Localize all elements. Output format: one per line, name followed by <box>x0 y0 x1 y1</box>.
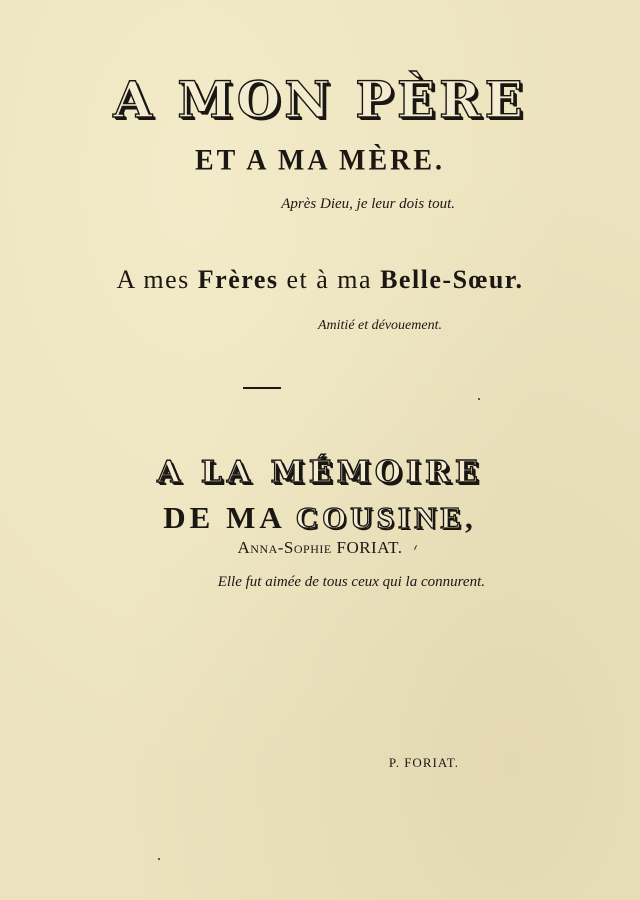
cousin-epigraph: Elle fut aimée de tous ceux qui la connurent. <box>217 574 485 590</box>
siblings-dedication <box>0 265 640 295</box>
memoriam-ma: MA <box>226 500 284 535</box>
siblings-epigraph: Amitié et dévouement. <box>317 318 442 333</box>
siblings-prefix: A mes <box>116 265 190 294</box>
memoriam-cousin-line <box>0 500 640 536</box>
dedication-subtitle: ET A MA MÈRE. <box>194 144 446 177</box>
cousin-name <box>0 538 640 558</box>
section-divider <box>243 387 281 389</box>
cousin-given-name: Anna-Sophie <box>237 538 332 557</box>
siblings-freres: Frères <box>197 265 279 294</box>
paper-speck <box>158 858 160 860</box>
paper-speck <box>478 398 480 400</box>
dedication-title: A MON PÈRE <box>113 70 527 129</box>
memoriam-de: DE <box>163 500 215 535</box>
parents-epigraph: Après Dieu, je leur dois tout. <box>281 196 455 212</box>
memoriam-heading: A LA MÉMOIRE <box>157 455 483 490</box>
memoriam-cousine: COUSINE <box>295 500 466 535</box>
memoriam-comma: , <box>465 500 477 535</box>
author-signature: P. FORIAT. <box>388 755 459 770</box>
siblings-belle-soeur: Belle-Sœur. <box>380 265 524 294</box>
cousin-family-name: FORIAT. <box>336 538 403 557</box>
siblings-middle: et à ma <box>286 265 373 294</box>
